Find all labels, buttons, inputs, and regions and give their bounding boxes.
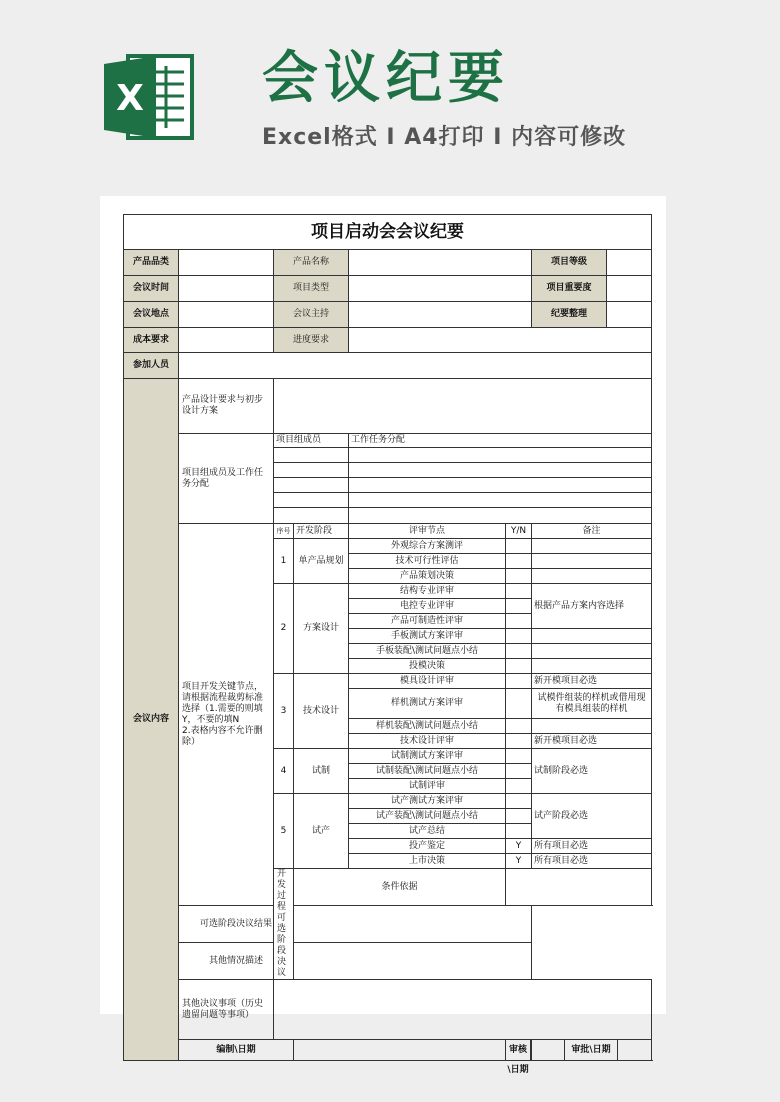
excel-icon	[100, 48, 198, 146]
review-node: 结构专业评审	[349, 584, 506, 599]
review-node: 试制装配\测试问题点小结	[349, 764, 506, 779]
review-node: 模具设计评审	[349, 674, 506, 689]
label-meeting-place: 会议地点	[124, 302, 179, 328]
review-yn[interactable]	[506, 824, 532, 839]
review-remark: 根据产品方案内容选择	[532, 584, 652, 629]
task-cell[interactable]	[349, 493, 652, 508]
members-header-member: 项目组成员	[274, 434, 349, 448]
review-node: 试制评审	[349, 779, 506, 794]
review-node: 手板装配\测试问题点小结	[349, 644, 506, 659]
input-other[interactable]	[274, 980, 652, 1040]
label-attendees: 参加人员	[124, 353, 179, 379]
input-meeting-time[interactable]	[179, 276, 274, 302]
review-remark[interactable]	[532, 539, 652, 554]
member-cell[interactable]	[274, 478, 349, 493]
decision-input-other[interactable]	[294, 943, 532, 980]
review-node: 样机测试方案评审	[349, 689, 506, 719]
input-schedule-requirement[interactable]	[349, 328, 652, 353]
member-cell[interactable]	[274, 463, 349, 478]
task-cell[interactable]	[349, 448, 652, 463]
input-product-category[interactable]	[179, 250, 274, 276]
review-yn[interactable]	[506, 569, 532, 584]
review-remark: 新开模项目必选	[532, 674, 652, 689]
review-node: 样机装配\测试问题点小结	[349, 719, 506, 734]
review-node: 上市决策	[349, 854, 506, 869]
stage-name: 技术设计	[294, 674, 349, 749]
review-node: 手板测试方案评审	[349, 629, 506, 644]
stage-name: 试产	[294, 794, 349, 869]
review-remark[interactable]	[532, 659, 652, 674]
input-cost-requirement[interactable]	[179, 328, 274, 353]
review-remark: 所有项目必选	[532, 839, 652, 854]
review-remark: 试产阶段必选	[532, 794, 652, 839]
page-title: 会议纪要	[262, 46, 510, 111]
review-yn[interactable]	[506, 794, 532, 809]
review-remark: 试制阶段必选	[532, 749, 652, 794]
review-yn[interactable]	[506, 734, 532, 749]
stage-no: 3	[274, 674, 294, 749]
review-remark[interactable]	[532, 569, 652, 584]
task-cell[interactable]	[349, 463, 652, 478]
member-cell[interactable]	[274, 508, 349, 524]
decision-label-result: 可选阶段决议结果	[179, 906, 294, 943]
review-header-remark: 备注	[532, 524, 652, 539]
review-remark[interactable]	[532, 554, 652, 569]
decision-label-other: 其他情况描述	[179, 943, 294, 980]
review-node: 试产测试方案评审	[349, 794, 506, 809]
review-yn[interactable]	[506, 644, 532, 659]
review-node: 试制测试方案评审	[349, 749, 506, 764]
review-remark[interactable]	[532, 629, 652, 644]
review-remark: 所有项目必选	[532, 854, 652, 869]
review-yn[interactable]	[506, 554, 532, 569]
label-project-level: 项目等级	[532, 250, 607, 275]
review-yn[interactable]	[506, 764, 532, 779]
review-yn[interactable]	[506, 809, 532, 824]
input-prepared[interactable]	[294, 1040, 506, 1061]
review-node: 产品可制造性评审	[349, 614, 506, 629]
member-cell[interactable]	[274, 448, 349, 463]
input-project-type[interactable]	[349, 276, 532, 302]
member-cell[interactable]	[274, 493, 349, 508]
section-milestones: 项目开发关键节点，请根据流程裁剪标准选择（1.需要的则填Y，不要的填N 2.表格内容不允许删除）	[179, 524, 274, 906]
review-node: 投模决策	[349, 659, 506, 674]
section-members: 项目组成员及工作任务分配	[179, 434, 274, 524]
input-reviewed-extra[interactable]	[532, 1040, 564, 1060]
review-header-stage: 开发阶段	[294, 524, 349, 539]
task-cell[interactable]	[349, 508, 652, 524]
header-banner	[0, 0, 780, 190]
review-yn[interactable]	[506, 614, 532, 629]
decision-input-result[interactable]	[294, 906, 532, 943]
input-attendees[interactable]	[179, 353, 652, 379]
review-yn[interactable]	[506, 539, 532, 554]
label-meeting-host: 会议主持	[274, 302, 349, 328]
stage-no: 1	[274, 539, 294, 584]
section-design: 产品设计要求与初步设计方案	[179, 379, 274, 434]
label-project-type: 项目类型	[274, 276, 349, 302]
review-header-node: 评审节点	[349, 524, 506, 539]
review-node: 技术可行性评估	[349, 554, 506, 569]
footer-approved: 审批\日期	[564, 1040, 618, 1060]
input-meeting-host[interactable]	[349, 302, 532, 328]
review-yn[interactable]: Y	[506, 854, 532, 869]
review-node: 电控专业评审	[349, 599, 506, 614]
label-meeting-content: 会议内容	[124, 379, 179, 1061]
section-decision: 开发过程可选阶段决议	[274, 869, 294, 980]
footer-reviewed: 审核\日期	[506, 1040, 531, 1060]
decision-input-basis[interactable]	[506, 869, 652, 906]
stage-name: 单产品规划	[294, 539, 349, 584]
stage-name: 试制	[294, 749, 349, 794]
stage-name: 方案设计	[294, 584, 349, 674]
review-yn[interactable]	[506, 659, 532, 674]
review-yn[interactable]: Y	[506, 839, 532, 854]
review-yn[interactable]	[506, 779, 532, 794]
input-design[interactable]	[274, 379, 652, 434]
task-cell[interactable]	[349, 478, 652, 493]
review-yn[interactable]	[506, 599, 532, 614]
review-yn[interactable]	[506, 719, 532, 734]
review-node: 投产鉴定	[349, 839, 506, 854]
review-remark[interactable]	[532, 719, 652, 734]
review-remark: 试模件组装的样机或借用现有模具组装的样机	[532, 689, 652, 719]
label-schedule-requirement: 进度要求	[274, 328, 349, 353]
review-node: 外观综合方案测评	[349, 539, 506, 554]
label-project-importance: 项目重要度	[532, 276, 607, 301]
review-yn[interactable]	[506, 749, 532, 764]
review-node: 试产总结	[349, 824, 506, 839]
review-yn[interactable]	[506, 584, 532, 599]
meeting-minutes-form	[123, 214, 652, 1075]
page-subtitle: Excel格式 I A4打印 I 内容可修改	[262, 125, 627, 150]
label-product-name: 产品名称	[274, 250, 349, 276]
review-yn[interactable]	[506, 689, 532, 719]
stage-no: 4	[274, 749, 294, 794]
input-meeting-place[interactable]	[179, 302, 274, 328]
section-other: 其他决议事项（历史遗留问题等事项）	[179, 980, 274, 1040]
stage-no: 5	[274, 794, 294, 869]
footer-prepared: 编制\日期	[179, 1040, 294, 1061]
review-node: 产品策划决策	[349, 569, 506, 584]
review-yn[interactable]	[506, 674, 532, 689]
label-meeting-time: 会议时间	[124, 276, 179, 302]
input-product-name[interactable]	[349, 250, 532, 276]
members-header-task: 工作任务分配	[349, 434, 652, 448]
excel-icon-letter: X	[116, 78, 144, 119]
form-title: 项目启动会会议纪要	[124, 215, 652, 250]
stage-no: 2	[274, 584, 294, 674]
decision-label-basis: 条件依据	[294, 869, 506, 906]
label-minutes-taker: 纪要整理	[532, 302, 607, 327]
review-header-no: 序号	[274, 524, 294, 539]
review-node: 技术设计评审	[349, 734, 506, 749]
review-yn[interactable]	[506, 629, 532, 644]
label-cost-requirement: 成本要求	[124, 328, 179, 353]
review-remark[interactable]	[532, 644, 652, 659]
review-node: 试产装配\测试问题点小结	[349, 809, 506, 824]
label-product-category: 产品品类	[124, 250, 179, 276]
review-header-yn: Y/N	[506, 524, 532, 539]
review-remark: 新开模项目必选	[532, 734, 652, 749]
